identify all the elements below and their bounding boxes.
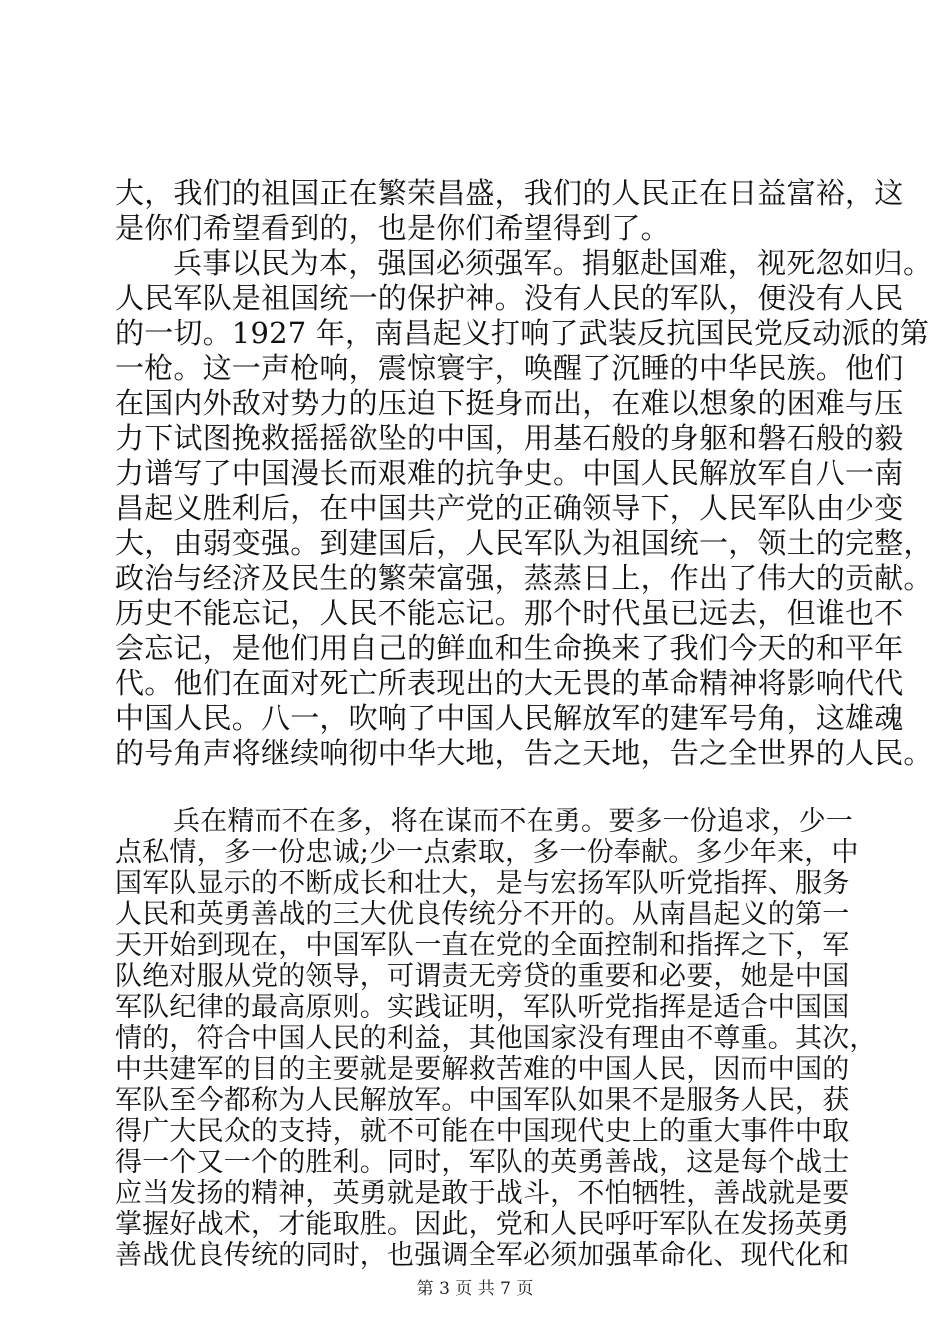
paragraph-2-line-8: 昌起义胜利后，在中国共产党的正确领导下，人民军队由少变 <box>115 491 904 525</box>
paragraph-3-line-2: 点私情，多一份忠诚;少一点索取，多一份奉献。多少年来，中 <box>115 837 859 868</box>
paragraph-2-line-13: 代。他们在面对死亡所表现出的大无畏的革命精神将影响代代 <box>115 666 904 700</box>
paragraph-3-line-3: 国军队显示的不断成长和壮大，是与宏扬军队听党指挥、服务 <box>115 868 850 899</box>
paragraph-3-line-15: 善战优良传统的同时，也强调全军必须加强革命化、现代化和 <box>115 1240 850 1271</box>
paragraph-3-line-8: 情的，符合中国人民的利益，其他国家没有理由不尊重。其次， <box>115 1023 877 1054</box>
paragraph-3-line-11: 得广大民众的支持，就不可能在中国现代史上的重大事件中取 <box>115 1116 850 1147</box>
paragraph-2-line-5: 在国内外敌对势力的压迫下挺身而出，在难以想象的困难与压 <box>115 386 904 420</box>
paragraph-2-line-12: 会忘记，是他们用自己的鲜血和生命换来了我们今天的和平年 <box>115 631 904 665</box>
paragraph-2-line-9: 大，由弱变强。到建国后，人民军队为祖国统一，领土的完整， <box>115 526 933 560</box>
page-number-label: 第 3 页 共 7 页 <box>416 1279 534 1299</box>
paragraph-3-line-13: 应当发扬的精神，英勇就是敢于战斗，不怕牺牲，善战就是要 <box>115 1178 850 1209</box>
paragraph-2-line-10: 政治与经济及民生的繁荣富强，蒸蒸日上，作出了伟大的贡献。 <box>115 561 933 595</box>
paragraph-2-line-7: 力谱写了中国漫长而艰难的抗争史。中国人民解放军自八一南 <box>115 456 904 490</box>
paragraph-2-line-3: 的一切。1927 年，南昌起义打响了武装反抗国民党反动派的第 <box>115 316 930 350</box>
paragraph-2-line-6: 力下试图挽救摇摇欲坠的中国，用基石般的身躯和磐石般的毅 <box>115 421 904 455</box>
paragraph-3-line-10: 军队至今都称为人民解放军。中国军队如果不是服务人民，获 <box>115 1085 850 1116</box>
page-footer <box>0 1278 950 1300</box>
paragraph-2-line-11: 历史不能忘记，人民不能忘记。那个时代虽已远去，但谁也不 <box>115 596 904 630</box>
paragraph-2-line-14: 中国人民。八一，吹响了中国人民解放军的建军号角，这雄魂 <box>115 701 904 735</box>
paragraph-3-line-9: 中共建军的目的主要就是要解救苦难的中国人民，因而中国的 <box>115 1054 850 1085</box>
paragraph-2-line-2: 人民军队是祖国统一的保护神。没有人民的军队，便没有人民 <box>115 281 904 315</box>
paragraph-3-line-12: 得一个又一个的胜利。同时，军队的英勇善战，这是每个战士 <box>115 1147 850 1178</box>
paragraph-3-line-1: 兵在精而不在多，将在谋而不在勇。要多一份追求，少一 <box>173 806 853 837</box>
paragraph-1-line-1: 大，我们的祖国正在繁荣昌盛，我们的人民正在日益富裕，这 <box>115 176 904 210</box>
paragraph-3-line-6: 队绝对服从党的领导，可谓责无旁贷的重要和必要，她是中国 <box>115 961 850 992</box>
paragraph-3-line-4: 人民和英勇善战的三大优良传统分不开的。从南昌起义的第一 <box>115 899 850 930</box>
paragraph-2-line-15: 的号角声将继续响彻中华大地，告之天地，告之全世界的人民。 <box>115 736 933 770</box>
paragraph-1-line-2: 是你们希望看到的，也是你们希望得到了。 <box>115 211 670 245</box>
paragraph-3-line-5: 天开始到现在，中国军队一直在党的全面控制和指挥之下，军 <box>115 930 850 961</box>
paragraph-2-line-4: 一枪。这一声枪响，震惊寰宇，唤醒了沉睡的中华民族。他们 <box>115 351 904 385</box>
paragraph-3-line-14: 掌握好战术，才能取胜。因此，党和人民呼吁军队在发扬英勇 <box>115 1209 850 1240</box>
paragraph-2-line-1: 兵事以民为本，强国必须强军。捐躯赴国难，视死忽如归。 <box>173 246 933 280</box>
paragraph-3-line-7: 军队纪律的最高原则。实践证明，军队听党指挥是适合中国国 <box>115 992 850 1023</box>
